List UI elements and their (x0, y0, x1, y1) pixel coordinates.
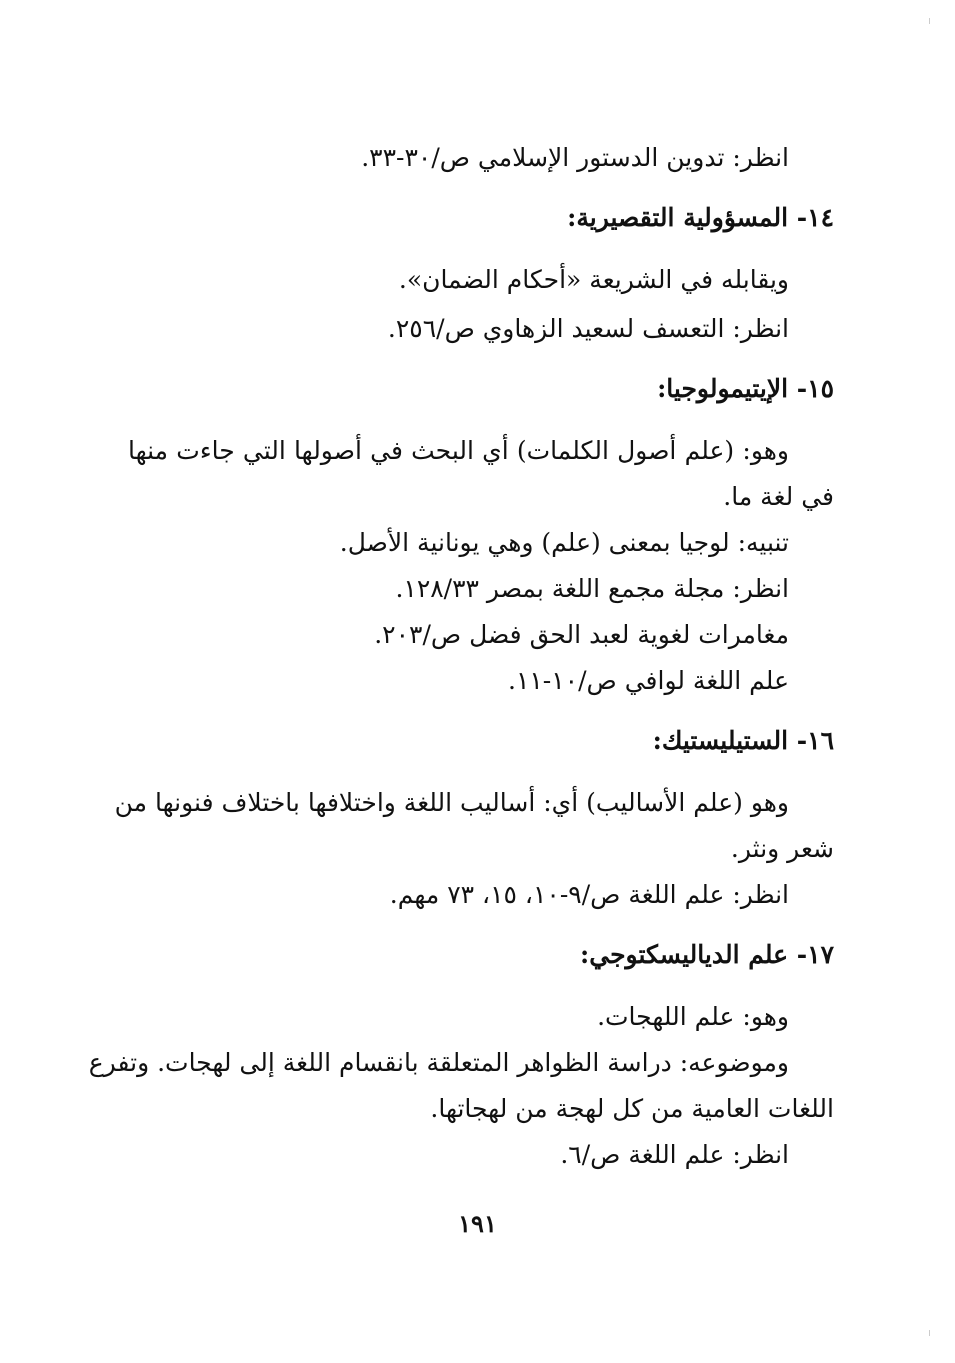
reference-line: انظر: علم اللغة ص/٩-١٠، ١٥، ٧٣ مهم. (389, 880, 789, 909)
paragraph-line: وهو: (علم أصول الكلمات) أي البحث في أصولها التي جاءت منها (128, 436, 789, 465)
paragraph-line: وموضوعه: دراسة الظواهر المتعلقة بانقسام اللغة إلى لهجات. وتفرع (88, 1048, 789, 1077)
paragraph-line: وهو (علم الأساليب) أي: أساليب اللغة واختلافها باختلاف فنونها من (114, 788, 789, 817)
text-line: انظر: تدوين الدستور الإسلامي ص/٣٠-٣٣. (361, 143, 789, 172)
reference-line: علم اللغة لوافي ص/١٠-١١. (507, 666, 789, 695)
section-heading-15: ١٥- الإيتيمولوجيا: (657, 374, 834, 403)
reference-line: انظر: علم اللغة ص/٦. (560, 1140, 789, 1169)
note-line: تنبيه: لوجيا بمعنى (علم) وهي يونانية الأصل. (339, 528, 789, 557)
section-heading-16: ١٦- الستيليستيك: (652, 726, 834, 755)
text-line: انظر: التعسف لسعيد الزهاوي ص/٢٥٦. (387, 314, 789, 343)
paragraph-line: شعر ونثر. (730, 834, 834, 863)
page-number: ١٩١ (458, 1209, 497, 1238)
text-line: ويقابله في الشريعة «أحكام الضمان». (398, 265, 789, 294)
reference-line: مغامرات لغوية لعبد الحق فضل ص/٢٠٣. (374, 620, 789, 649)
section-heading-17: ١٧- علم الدياليسكتوجي: (580, 940, 834, 969)
paragraph-line: اللغات العامية من كل لهجة من لهجاتها. (430, 1094, 834, 1123)
scan-margin-mark (929, 1330, 930, 1336)
scan-margin-mark (929, 18, 930, 24)
text-line: وهو: علم اللهجات. (597, 1002, 789, 1031)
paragraph-line: في لغة ما. (723, 482, 834, 511)
section-heading-14: ١٤- المسؤولية التقصيرية: (567, 203, 834, 232)
reference-line: انظر: مجلة مجمع اللغة بمصر ١٢٨/٣٣. (395, 574, 789, 603)
